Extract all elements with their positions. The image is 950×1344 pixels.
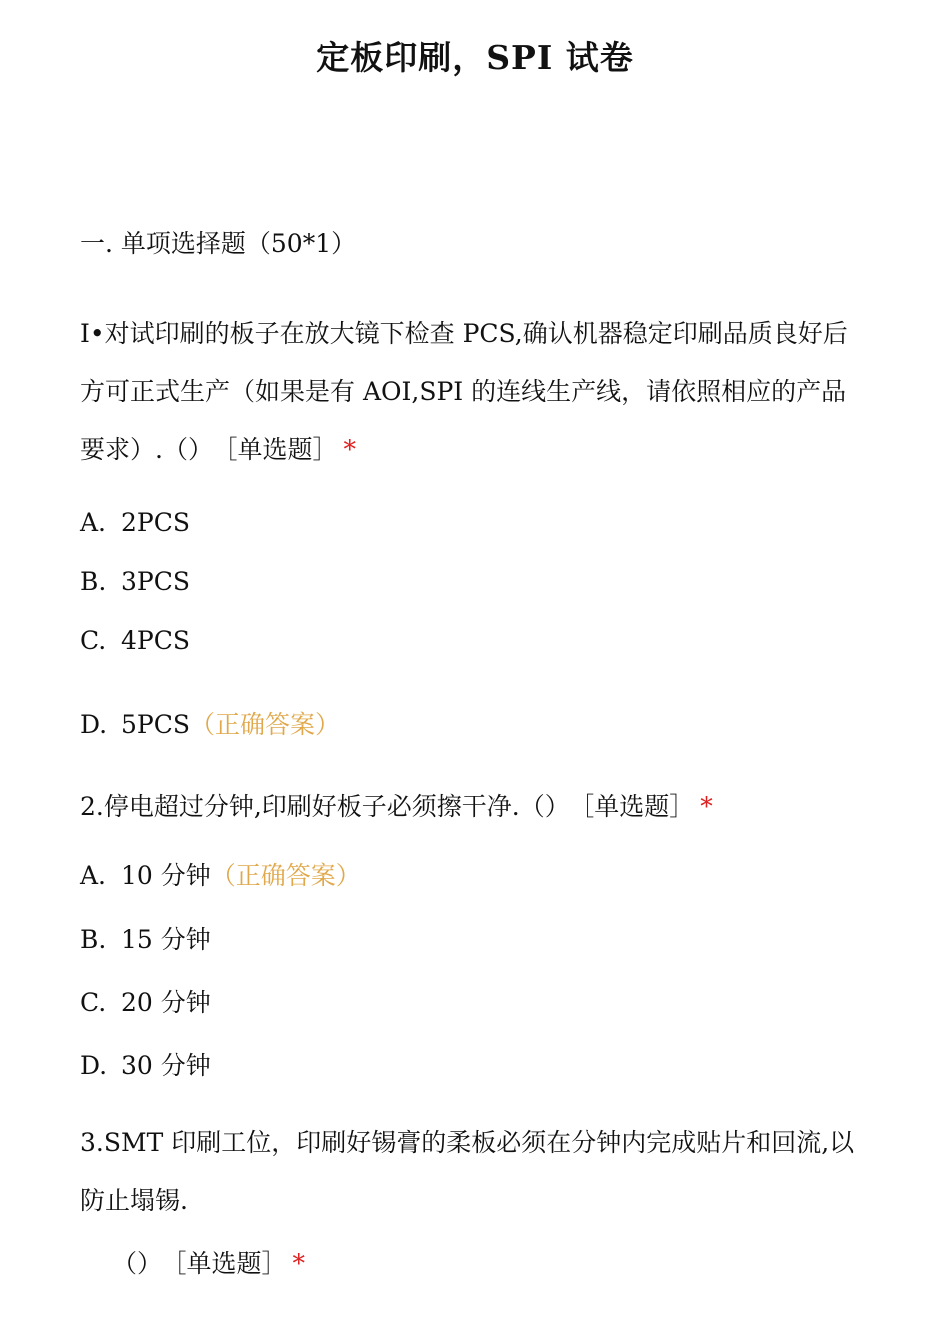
question-2 <box>80 787 713 823</box>
question-3-prompt-line <box>112 1244 305 1280</box>
correct-answer-label: （正确答案） <box>210 861 361 890</box>
option-2a[interactable] <box>80 856 361 892</box>
option-2c[interactable] <box>80 983 211 1019</box>
option-letter: B. <box>80 567 107 596</box>
question-type-tag: ［单选题］ <box>581 792 695 821</box>
correct-answer-label: （正确答案） <box>189 710 340 739</box>
required-mark: * <box>700 792 713 821</box>
option-text: 4PCS <box>121 626 190 655</box>
option-text: 30 分钟 <box>121 1051 211 1080</box>
section-heading: 一. 单项选择题（50*1） <box>80 229 357 258</box>
option-1d[interactable] <box>80 705 340 741</box>
option-letter: A. <box>80 508 107 537</box>
option-letter: A. <box>80 861 107 890</box>
required-mark: * <box>292 1249 306 1278</box>
option-1b[interactable] <box>80 567 190 596</box>
option-text: 3PCS <box>121 567 190 596</box>
option-letter: D. <box>80 1051 108 1080</box>
option-text: 2PCS <box>121 508 190 537</box>
option-letter: D. <box>80 710 108 739</box>
question-3 <box>80 1114 860 1230</box>
option-letter: C. <box>80 626 107 655</box>
question-type-tag: ［单选题］ <box>224 435 338 464</box>
question-3-text: 3.SMT 印刷工位，印刷好锡膏的柔板必须在分钟内完成贴片和回流,以防止塌锡. <box>80 1128 855 1215</box>
question-2-text: 2.停电超过分钟,印刷好板子必须擦干净.（） <box>80 792 570 821</box>
option-text: 10 分钟 <box>121 861 211 890</box>
option-2b[interactable] <box>80 920 211 956</box>
required-mark: * <box>343 435 356 464</box>
question-type-tag: ［单选题］ <box>174 1249 287 1278</box>
answer-blank: （） <box>112 1249 163 1278</box>
question-1 <box>80 305 860 479</box>
option-1a[interactable] <box>80 508 190 537</box>
option-text: 20 分钟 <box>121 988 211 1017</box>
option-text: 15 分钟 <box>121 925 211 954</box>
option-1c[interactable] <box>80 626 190 655</box>
option-text: 5PCS <box>121 710 190 739</box>
page-title: 定板印刷，SPI 试卷 <box>316 38 634 77</box>
option-2d[interactable] <box>80 1046 211 1082</box>
option-letter: B. <box>80 925 107 954</box>
question-1-text: I•对试印刷的板子在放大镜下检查 PCS,确认机器稳定印刷品质良好后方可正式生产（如果是有 AOI,SPI 的连线生产线，请依照相应的产品要求）.（） <box>80 319 848 464</box>
option-letter: C. <box>80 988 107 1017</box>
